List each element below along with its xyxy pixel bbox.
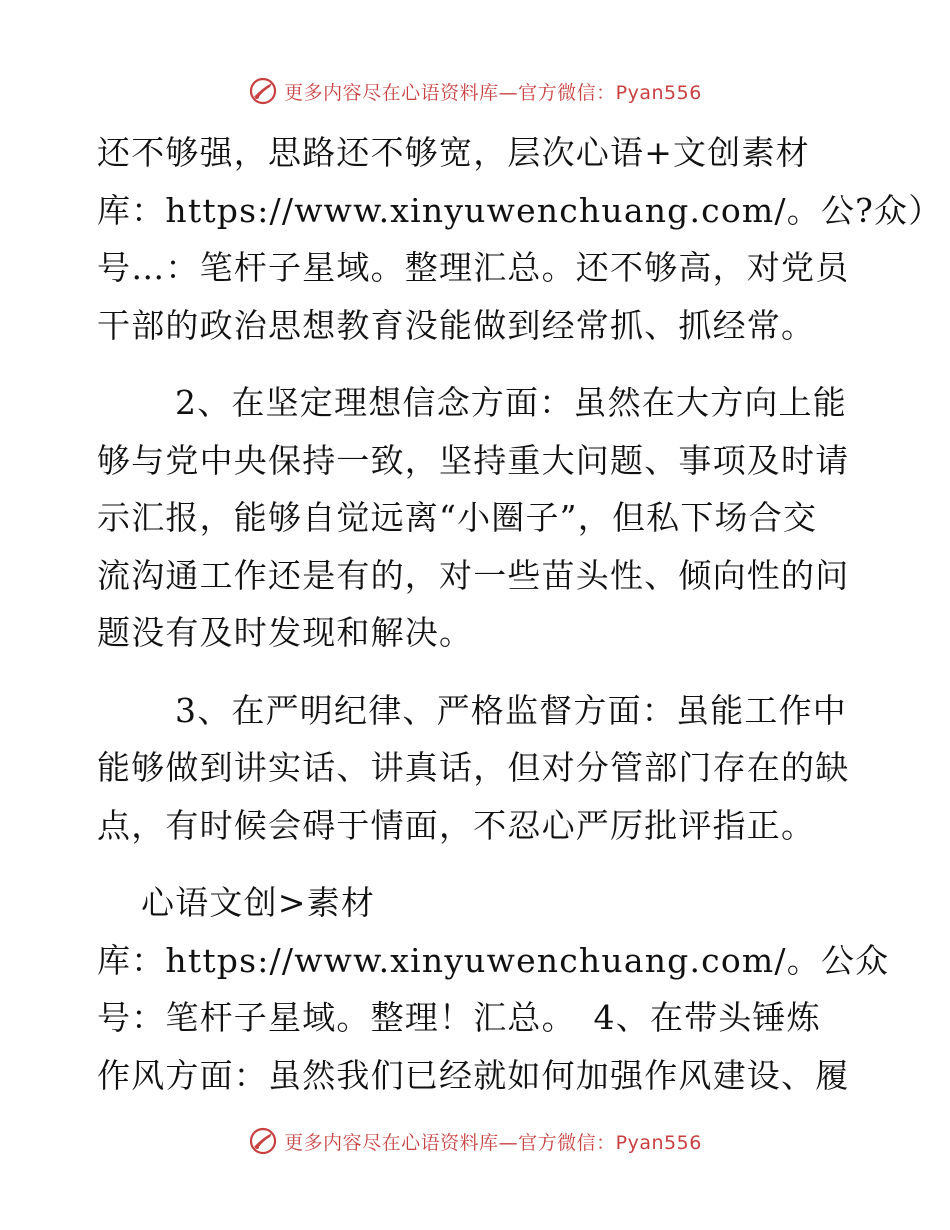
footer-banner: [0, 1121, 950, 1161]
text-line: 够与党中央保持一致，坚持重大问题、事项及时请: [97, 440, 850, 480]
brush-pen-logo-icon: [248, 1126, 278, 1156]
paragraph-1: [97, 124, 943, 354]
text-line: 作风方面：虽然我们已经就如何加强作风建设、履: [97, 1055, 850, 1095]
paragraph-4: [97, 874, 890, 1104]
paragraph-3: [97, 682, 857, 855]
text-line: 库：https://www.xinyuwenchuang.com/。公?众）: [97, 190, 943, 230]
header-banner: [0, 71, 950, 111]
text-line: 示汇报，能够自觉远离“小圈子”，但私下场合交: [97, 498, 818, 537]
text-line: 库：https://www.xinyuwenchuang.com/。公众: [97, 940, 890, 980]
text-line: 还不够强，思路还不够宽，层次心语+文创素材: [97, 133, 810, 172]
brush-pen-logo-icon: [248, 76, 278, 106]
document-body: [97, 124, 943, 1104]
text-line: 2、在坚定理想信念方面：虽然在大方向上能: [175, 383, 847, 422]
paragraph-2: [97, 374, 857, 662]
text-line: 流沟通工作还是有的，对一些苗头性、倾向性的问: [97, 555, 850, 595]
text-line: 题没有及时发现和解决。: [97, 613, 474, 652]
text-line: 点，有时候会碍于情面，不忍心严厉批评指正。: [97, 805, 816, 845]
text-line: 能够做到讲实话、讲真话，但对分管部门存在的缺: [97, 748, 850, 787]
text-line: 号：笔杆子星域。整理！汇总。 4、在带头锤炼: [97, 998, 821, 1037]
footer-banner-text: 更多内容尽在心语资料库—官方微信：Pyan556: [284, 1131, 702, 1154]
text-line: 干部的政治思想教育没能做到经常抓、抓经常。: [97, 305, 816, 345]
text-line: 心语文创>素材: [141, 883, 376, 922]
text-line: 号…：笔杆子星域。整理汇总。还不够高，对党员: [97, 248, 850, 287]
text-line: 3、在严明纪律、严格监督方面：虽能工作中: [175, 690, 847, 730]
header-banner-text: 更多内容尽在心语资料库—官方微信：Pyan556: [284, 81, 702, 104]
